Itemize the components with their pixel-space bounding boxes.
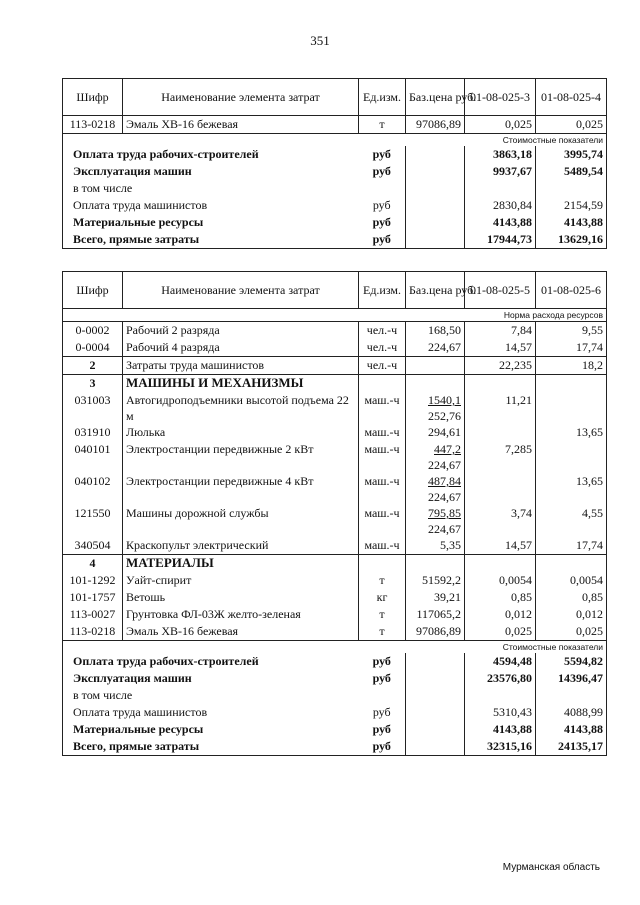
- item-name: МАТЕРИАЛЫ: [123, 555, 359, 573]
- item-unit: т: [359, 606, 406, 623]
- item-code: 031003: [63, 392, 123, 424]
- item-unit: маш.-ч: [359, 424, 406, 441]
- item-code: 101-1757: [63, 589, 123, 606]
- summary-label: Всего, прямые затраты: [63, 738, 359, 756]
- item-value-2: 4,55: [536, 505, 607, 537]
- header-col-v2: 01-08-025-4: [536, 79, 607, 116]
- item-value-2: [536, 375, 607, 393]
- item-unit: т: [359, 572, 406, 589]
- item-name: Ветошь: [123, 589, 359, 606]
- item-base-price: [406, 357, 465, 375]
- item-name: Электростанции передвижные 4 кВт: [123, 473, 359, 505]
- item-code: 113-0218: [63, 623, 123, 641]
- item-value-2: [536, 392, 607, 424]
- summary-label: Эксплуатация машин: [63, 163, 359, 180]
- table-row: [63, 606, 607, 623]
- item-base-price: [406, 555, 465, 573]
- item-name: Эмаль ХВ-16 бежевая: [123, 623, 359, 641]
- item-unit: чел.-ч: [359, 339, 406, 357]
- header-col-unit: Ед.изм.: [359, 272, 406, 309]
- summary-empty-price: [406, 653, 465, 670]
- cost-table-2: [62, 271, 607, 756]
- price-secondary-value: 252,76: [428, 409, 461, 423]
- summary-value-1: 2830,84: [465, 197, 536, 214]
- summary-value-2: 5594,82: [536, 653, 607, 670]
- header-col-price: Баз.цена руб.: [406, 79, 465, 116]
- summary-value-1: 5310,43: [465, 704, 536, 721]
- summary-value-1: 9937,67: [465, 163, 536, 180]
- summary-unit: руб: [359, 704, 406, 721]
- summary-empty-price: [406, 738, 465, 756]
- item-value-1: 0,025: [465, 116, 536, 134]
- price-value: 224,67: [428, 340, 461, 354]
- item-code: 3: [63, 375, 123, 393]
- item-value-1: 0,012: [465, 606, 536, 623]
- header-col-v1: 01-08-025-3: [465, 79, 536, 116]
- norm-note-row: [63, 309, 607, 322]
- summary-value-1: 17944,73: [465, 231, 536, 249]
- price-value: 97086,89: [416, 117, 461, 131]
- price-secondary-value: 224,67: [428, 458, 461, 472]
- summary-value-2: 14396,47: [536, 670, 607, 687]
- summary-unit: [359, 687, 406, 704]
- summary-label: Оплата труда рабочих-строителей: [63, 653, 359, 670]
- header-col-code: Шифр: [63, 272, 123, 309]
- summary-empty-price: [406, 146, 465, 163]
- summary-value-1: 3863,18: [465, 146, 536, 163]
- item-code: 040101: [63, 441, 123, 473]
- cost-note: Стоимостные показатели: [63, 641, 607, 654]
- item-value-1: 7,84: [465, 322, 536, 340]
- summary-value-2: 4143,88: [536, 214, 607, 231]
- table-row: [63, 441, 607, 473]
- summary-label: Всего, прямые затраты: [63, 231, 359, 249]
- summary-empty-price: [406, 231, 465, 249]
- summary-row: [63, 738, 607, 756]
- price-value: 168,50: [428, 323, 461, 337]
- item-base-price: [406, 441, 465, 473]
- item-value-1: [465, 375, 536, 393]
- summary-value-2: 3995,74: [536, 146, 607, 163]
- item-name: Эмаль ХВ-16 бежевая: [123, 116, 359, 134]
- summary-value-2: 4088,99: [536, 704, 607, 721]
- item-name: Уайт-спирит: [123, 572, 359, 589]
- item-unit: маш.-ч: [359, 392, 406, 424]
- summary-unit: руб: [359, 197, 406, 214]
- item-value-1: 14,57: [465, 537, 536, 555]
- item-base-price: [406, 424, 465, 441]
- item-value-2: 18,2: [536, 357, 607, 375]
- item-base-price: [406, 392, 465, 424]
- item-value-2: 13,65: [536, 473, 607, 505]
- item-value-2: 13,65: [536, 424, 607, 441]
- summary-row: [63, 214, 607, 231]
- summary-value-2: 2154,59: [536, 197, 607, 214]
- item-name: Затраты труда машинистов: [123, 357, 359, 375]
- summary-label: Материальные ресурсы: [63, 721, 359, 738]
- item-value-2: 17,74: [536, 339, 607, 357]
- cost-note-row: [63, 134, 607, 147]
- item-code: 040102: [63, 473, 123, 505]
- price-value: 795,85: [428, 506, 461, 520]
- header-col-code: Шифр: [63, 79, 123, 116]
- summary-row: [63, 653, 607, 670]
- page-number: 351: [310, 33, 330, 48]
- item-unit: маш.-ч: [359, 537, 406, 555]
- price-secondary-value: 224,67: [428, 522, 461, 536]
- item-name: МАШИНЫ И МЕХАНИЗМЫ: [123, 375, 359, 393]
- summary-value-1: [465, 687, 536, 704]
- item-value-2: 0,85: [536, 589, 607, 606]
- section-row: [63, 555, 607, 573]
- item-value-1: 22,235: [465, 357, 536, 375]
- table-row: [63, 339, 607, 357]
- item-name: Рабочий 4 разряда: [123, 339, 359, 357]
- summary-value-1: 23576,80: [465, 670, 536, 687]
- price-secondary-value: 224,67: [428, 490, 461, 504]
- price-value: 487,84: [428, 474, 461, 488]
- header-row: [63, 79, 607, 116]
- price-value: 117065,2: [416, 607, 461, 621]
- item-unit: чел.-ч: [359, 322, 406, 340]
- summary-row: [63, 670, 607, 687]
- table-row: [63, 473, 607, 505]
- item-value-2: 0,025: [536, 623, 607, 641]
- header-col-price: Баз.цена руб.: [406, 272, 465, 309]
- item-value-1: 7,285: [465, 441, 536, 473]
- summary-row: [63, 721, 607, 738]
- table-row: [63, 505, 607, 537]
- table-row: [63, 424, 607, 441]
- summary-value-2: 4143,88: [536, 721, 607, 738]
- table-row: [63, 322, 607, 340]
- item-unit: т: [359, 623, 406, 641]
- item-code: 0-0004: [63, 339, 123, 357]
- item-value-2: 17,74: [536, 537, 607, 555]
- item-name: Электростанции передвижные 2 кВт: [123, 441, 359, 473]
- summary-unit: руб: [359, 738, 406, 756]
- item-unit: т: [359, 116, 406, 134]
- header-col-v1: 01-08-025-5: [465, 272, 536, 309]
- item-code: 101-1292: [63, 572, 123, 589]
- item-unit: [359, 555, 406, 573]
- summary-empty-price: [406, 197, 465, 214]
- item-base-price: [406, 339, 465, 357]
- summary-row: [63, 197, 607, 214]
- summary-unit: руб: [359, 163, 406, 180]
- cost-table-1: [62, 78, 607, 249]
- item-code: 2: [63, 357, 123, 375]
- price-value: 51592,2: [422, 573, 461, 587]
- price-value: 1540,1: [428, 393, 461, 407]
- summary-value-2: [536, 687, 607, 704]
- summary-empty-price: [406, 670, 465, 687]
- item-name: Краскопульт электрический: [123, 537, 359, 555]
- summary-empty-price: [406, 214, 465, 231]
- item-unit: маш.-ч: [359, 473, 406, 505]
- item-code: 0-0002: [63, 322, 123, 340]
- item-name: Машины дорожной службы: [123, 505, 359, 537]
- item-value-2: [536, 555, 607, 573]
- summary-empty-price: [406, 180, 465, 197]
- item-value-2: 0,025: [536, 116, 607, 134]
- summary-unit: руб: [359, 670, 406, 687]
- summary-unit: руб: [359, 653, 406, 670]
- header-col-name: Наименование элемента затрат: [123, 272, 359, 309]
- summary-empty-price: [406, 687, 465, 704]
- item-code: 113-0027: [63, 606, 123, 623]
- item-code: 121550: [63, 505, 123, 537]
- item-value-1: 14,57: [465, 339, 536, 357]
- item-unit: маш.-ч: [359, 441, 406, 473]
- summary-value-2: [536, 180, 607, 197]
- summary-label: Материальные ресурсы: [63, 214, 359, 231]
- header-col-v2: 01-08-025-6: [536, 272, 607, 309]
- summary-unit: руб: [359, 231, 406, 249]
- item-base-price: [406, 623, 465, 641]
- summary-empty-price: [406, 704, 465, 721]
- summary-row: [63, 180, 607, 197]
- item-value-2: 9,55: [536, 322, 607, 340]
- table-row: [63, 589, 607, 606]
- region-footer: Мурманская область: [502, 862, 600, 873]
- summary-row: [63, 687, 607, 704]
- item-code: 113-0218: [63, 116, 123, 134]
- summary-row: [63, 146, 607, 163]
- section-row: [63, 375, 607, 393]
- summary-value-2: 5489,54: [536, 163, 607, 180]
- item-unit: [359, 375, 406, 393]
- item-base-price: [406, 572, 465, 589]
- item-unit: чел.-ч: [359, 357, 406, 375]
- item-base-price: [406, 473, 465, 505]
- summary-row: [63, 163, 607, 180]
- summary-label: в том числе: [63, 180, 359, 197]
- item-value-1: [465, 424, 536, 441]
- item-value-1: [465, 555, 536, 573]
- table-row: [63, 357, 607, 375]
- item-name: Автогидроподъемники высотой подъема 22 м: [123, 392, 359, 424]
- summary-value-2: 24135,17: [536, 738, 607, 756]
- summary-value-2: 13629,16: [536, 231, 607, 249]
- summary-label: Оплата труда машинистов: [63, 197, 359, 214]
- price-value: 97086,89: [416, 624, 461, 638]
- item-base-price: [406, 375, 465, 393]
- cost-note-row: [63, 641, 607, 654]
- item-name: Грунтовка ФЛ-03Ж желто-зеленая: [123, 606, 359, 623]
- cost-note: Стоимостные показатели: [63, 134, 607, 147]
- summary-row: [63, 231, 607, 249]
- item-value-2: [536, 441, 607, 473]
- header-col-unit: Ед.изм.: [359, 79, 406, 116]
- summary-unit: [359, 180, 406, 197]
- table-row: [63, 116, 607, 134]
- summary-unit: руб: [359, 146, 406, 163]
- summary-empty-price: [406, 721, 465, 738]
- header-row: [63, 272, 607, 309]
- price-value: 39,21: [434, 590, 461, 604]
- table-row: [63, 392, 607, 424]
- price-value: 294,61: [428, 425, 461, 439]
- summary-empty-price: [406, 163, 465, 180]
- summary-label: Оплата труда машинистов: [63, 704, 359, 721]
- item-value-1: 3,74: [465, 505, 536, 537]
- summary-value-1: [465, 180, 536, 197]
- item-value-2: 0,012: [536, 606, 607, 623]
- summary-value-1: 4143,88: [465, 214, 536, 231]
- summary-value-1: 4594,48: [465, 653, 536, 670]
- item-base-price: [406, 116, 465, 134]
- item-base-price: [406, 589, 465, 606]
- item-base-price: [406, 537, 465, 555]
- price-value: 5,35: [440, 538, 461, 552]
- item-name: Люлька: [123, 424, 359, 441]
- item-value-1: 0,85: [465, 589, 536, 606]
- summary-unit: руб: [359, 721, 406, 738]
- item-value-1: 0,025: [465, 623, 536, 641]
- item-code: 340504: [63, 537, 123, 555]
- item-value-1: 0,0054: [465, 572, 536, 589]
- header-col-name: Наименование элемента затрат: [123, 79, 359, 116]
- table-row: [63, 623, 607, 641]
- item-base-price: [406, 505, 465, 537]
- price-value: 447,2: [434, 442, 461, 456]
- summary-label: Оплата труда рабочих-строителей: [63, 146, 359, 163]
- summary-unit: руб: [359, 214, 406, 231]
- summary-value-1: 32315,16: [465, 738, 536, 756]
- item-code: 031910: [63, 424, 123, 441]
- item-name: Рабочий 2 разряда: [123, 322, 359, 340]
- table-row: [63, 572, 607, 589]
- item-unit: маш.-ч: [359, 505, 406, 537]
- summary-label: в том числе: [63, 687, 359, 704]
- item-unit: кг: [359, 589, 406, 606]
- item-value-1: 11,21: [465, 392, 536, 424]
- summary-value-1: 4143,88: [465, 721, 536, 738]
- item-value-2: 0,0054: [536, 572, 607, 589]
- item-code: 4: [63, 555, 123, 573]
- item-base-price: [406, 322, 465, 340]
- norm-note: Норма расхода ресурсов: [63, 309, 607, 322]
- item-base-price: [406, 606, 465, 623]
- item-value-1: [465, 473, 536, 505]
- summary-label: Эксплуатация машин: [63, 670, 359, 687]
- summary-row: [63, 704, 607, 721]
- table-row: [63, 537, 607, 555]
